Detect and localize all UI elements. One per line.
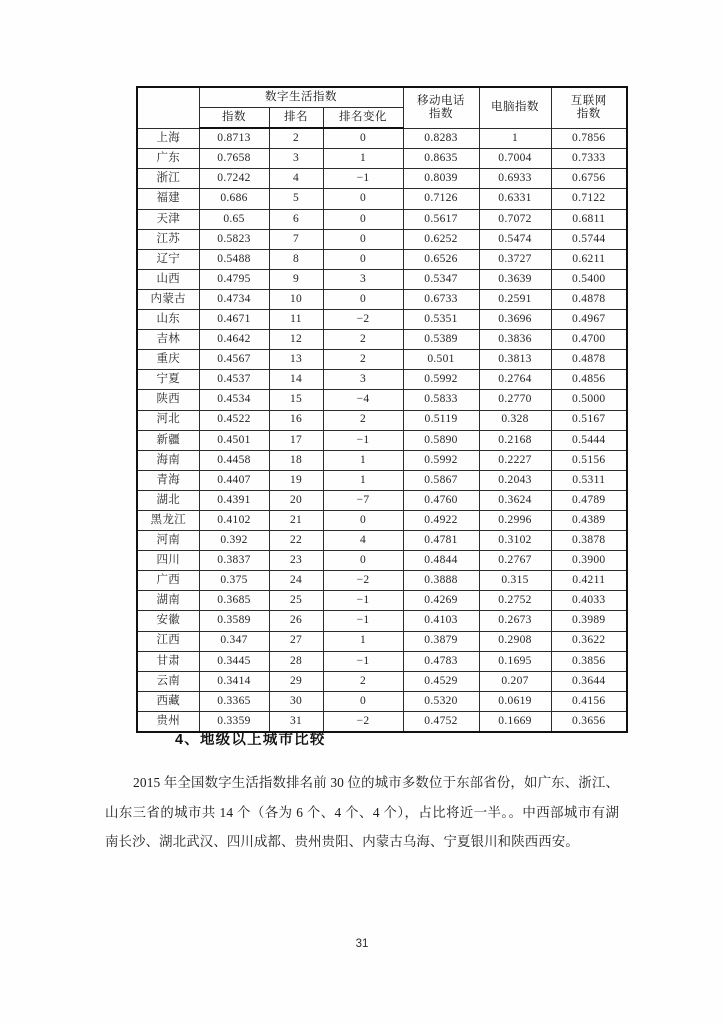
section-heading: 4、地级以上城市比较 <box>175 732 326 748</box>
cell-mobile-index: 0.5867 <box>403 470 479 490</box>
table-row <box>137 410 627 430</box>
header-mobile-phone-index <box>403 87 479 128</box>
cell-rank-change: 1 <box>323 149 403 169</box>
cell-internet-index: 0.6211 <box>551 249 627 269</box>
cell-region: 新疆 <box>137 430 199 450</box>
cell-internet-index: 0.5167 <box>551 410 627 430</box>
cell-computer-index: 0.2767 <box>479 551 551 571</box>
cell-computer-index: 0.2752 <box>479 591 551 611</box>
table-row <box>137 310 627 330</box>
header-internet-index <box>551 87 627 128</box>
cell-region: 青海 <box>137 470 199 490</box>
cell-rank: 21 <box>269 510 323 530</box>
cell-index: 0.686 <box>199 189 269 209</box>
cell-rank: 29 <box>269 671 323 691</box>
cell-computer-index: 0.2908 <box>479 631 551 651</box>
cell-index: 0.3414 <box>199 671 269 691</box>
cell-index: 0.4458 <box>199 450 269 470</box>
table-body <box>137 128 627 732</box>
cell-rank-change: 1 <box>323 631 403 651</box>
cell-internet-index: 0.4389 <box>551 510 627 530</box>
cell-region: 湖北 <box>137 490 199 510</box>
cell-rank-change: 4 <box>323 531 403 551</box>
cell-rank: 25 <box>269 591 323 611</box>
header-rank: 排名 <box>269 108 323 129</box>
cell-rank-change: 0 <box>323 289 403 309</box>
cell-index: 0.7242 <box>199 169 269 189</box>
cell-computer-index: 0.315 <box>479 571 551 591</box>
cell-mobile-index: 0.4269 <box>403 591 479 611</box>
cell-rank-change: 0 <box>323 510 403 530</box>
cell-rank-change: 2 <box>323 410 403 430</box>
cell-index: 0.392 <box>199 531 269 551</box>
cell-rank: 12 <box>269 330 323 350</box>
cell-index: 0.4642 <box>199 330 269 350</box>
cell-computer-index: 0.7004 <box>479 149 551 169</box>
cell-mobile-index: 0.5992 <box>403 370 479 390</box>
table-row <box>137 390 627 410</box>
cell-region: 广西 <box>137 571 199 591</box>
table-row <box>137 450 627 470</box>
cell-rank-change: 0 <box>323 209 403 229</box>
cell-region: 海南 <box>137 450 199 470</box>
cell-rank: 9 <box>269 269 323 289</box>
cell-mobile-index: 0.6733 <box>403 289 479 309</box>
cell-computer-index: 0.5474 <box>479 229 551 249</box>
cell-internet-index: 0.3900 <box>551 551 627 571</box>
cell-mobile-index: 0.5389 <box>403 330 479 350</box>
cell-computer-index: 0.3696 <box>479 310 551 330</box>
cell-internet-index: 0.3989 <box>551 611 627 631</box>
cell-internet-index: 0.3856 <box>551 651 627 671</box>
cell-rank-change: −2 <box>323 571 403 591</box>
cell-rank: 11 <box>269 310 323 330</box>
cell-computer-index: 0.3813 <box>479 350 551 370</box>
cell-region: 辽宁 <box>137 249 199 269</box>
cell-index: 0.4391 <box>199 490 269 510</box>
cell-internet-index: 0.3644 <box>551 671 627 691</box>
table-row <box>137 551 627 571</box>
cell-region: 江西 <box>137 631 199 651</box>
cell-mobile-index: 0.4760 <box>403 490 479 510</box>
cell-region: 河南 <box>137 531 199 551</box>
cell-rank: 23 <box>269 551 323 571</box>
cell-rank-change: −1 <box>323 611 403 631</box>
cell-internet-index: 0.5444 <box>551 430 627 450</box>
cell-index: 0.7658 <box>199 149 269 169</box>
cell-internet-index: 0.6811 <box>551 209 627 229</box>
cell-index: 0.3589 <box>199 611 269 631</box>
cell-rank-change: 3 <box>323 269 403 289</box>
cell-mobile-index: 0.4781 <box>403 531 479 551</box>
cell-rank-change: 0 <box>323 691 403 711</box>
cell-internet-index: 0.7333 <box>551 149 627 169</box>
cell-rank: 10 <box>269 289 323 309</box>
cell-rank: 27 <box>269 631 323 651</box>
cell-rank: 22 <box>269 531 323 551</box>
cell-mobile-index: 0.5320 <box>403 691 479 711</box>
cell-rank-change: 0 <box>323 189 403 209</box>
cell-region: 山东 <box>137 310 199 330</box>
cell-computer-index: 0.2591 <box>479 289 551 309</box>
cell-index: 0.5488 <box>199 249 269 269</box>
cell-rank: 28 <box>269 651 323 671</box>
cell-internet-index: 0.7122 <box>551 189 627 209</box>
cell-internet-index: 0.4856 <box>551 370 627 390</box>
cell-computer-index: 0.1695 <box>479 651 551 671</box>
cell-region: 陕西 <box>137 390 199 410</box>
cell-index: 0.375 <box>199 571 269 591</box>
section-paragraph: 2015 年全国数字生活指数排名前 30 位的城市多数位于东部省份，如广东、浙江、山东三省的城市共 14 个（各为 6 个、4 个、4 个），占比将近一半。。中西部城市有湖南长沙、湖北武汉、四川成都、贵州贵阳、内蒙古乌海、宁夏银川和陕西西安。 <box>105 775 619 849</box>
cell-rank-change: −7 <box>323 490 403 510</box>
cell-rank: 15 <box>269 390 323 410</box>
cell-internet-index: 0.4211 <box>551 571 627 591</box>
table-header <box>137 87 627 128</box>
cell-index: 0.4537 <box>199 370 269 390</box>
cell-computer-index: 0.7072 <box>479 209 551 229</box>
cell-index: 0.4795 <box>199 269 269 289</box>
cell-internet-index: 0.7856 <box>551 128 627 149</box>
cell-region: 广东 <box>137 149 199 169</box>
cell-rank: 6 <box>269 209 323 229</box>
table-row <box>137 430 627 450</box>
cell-computer-index: 0.2043 <box>479 470 551 490</box>
cell-mobile-index: 0.6252 <box>403 229 479 249</box>
cell-region: 河北 <box>137 410 199 430</box>
cell-rank-change: 0 <box>323 128 403 149</box>
cell-computer-index: 1 <box>479 128 551 149</box>
cell-computer-index: 0.2996 <box>479 510 551 530</box>
cell-mobile-index: 0.7126 <box>403 189 479 209</box>
cell-index: 0.5823 <box>199 229 269 249</box>
cell-computer-index: 0.328 <box>479 410 551 430</box>
cell-mobile-index: 0.5992 <box>403 450 479 470</box>
cell-internet-index: 0.5000 <box>551 390 627 410</box>
cell-region: 贵州 <box>137 711 199 732</box>
table-row <box>137 330 627 350</box>
cell-region: 天津 <box>137 209 199 229</box>
cell-rank: 16 <box>269 410 323 430</box>
cell-region: 江苏 <box>137 229 199 249</box>
cell-index: 0.4102 <box>199 510 269 530</box>
cell-computer-index: 0.2764 <box>479 370 551 390</box>
cell-index: 0.4407 <box>199 470 269 490</box>
cell-internet-index: 0.6756 <box>551 169 627 189</box>
cell-region: 西藏 <box>137 691 199 711</box>
cell-rank-change: −2 <box>323 310 403 330</box>
cell-internet-index: 0.4156 <box>551 691 627 711</box>
cell-computer-index: 0.1669 <box>479 711 551 732</box>
cell-internet-index: 0.5400 <box>551 269 627 289</box>
cell-rank: 31 <box>269 711 323 732</box>
cell-index: 0.3359 <box>199 711 269 732</box>
cell-computer-index: 0.3639 <box>479 269 551 289</box>
table-row <box>137 591 627 611</box>
cell-internet-index: 0.5156 <box>551 450 627 470</box>
table-row <box>137 571 627 591</box>
cell-computer-index: 0.3836 <box>479 330 551 350</box>
cell-rank: 3 <box>269 149 323 169</box>
table-row <box>137 651 627 671</box>
cell-index: 0.4522 <box>199 410 269 430</box>
cell-region: 吉林 <box>137 330 199 350</box>
cell-index: 0.8713 <box>199 128 269 149</box>
header-region-blank <box>137 87 199 128</box>
cell-rank-change: 3 <box>323 370 403 390</box>
header-internet-index-line1: 互联网 <box>570 94 607 107</box>
cell-index: 0.4501 <box>199 430 269 450</box>
cell-computer-index: 0.2673 <box>479 611 551 631</box>
cell-mobile-index: 0.8039 <box>403 169 479 189</box>
cell-rank: 20 <box>269 490 323 510</box>
cell-region: 内蒙古 <box>137 289 199 309</box>
cell-mobile-index: 0.4783 <box>403 651 479 671</box>
table-row <box>137 189 627 209</box>
cell-rank: 4 <box>269 169 323 189</box>
cell-rank-change: −1 <box>323 430 403 450</box>
header-mobile-phone-index-line1: 移动电话 <box>417 94 466 107</box>
table-row <box>137 149 627 169</box>
cell-computer-index: 0.3624 <box>479 490 551 510</box>
cell-rank-change: −1 <box>323 651 403 671</box>
cell-rank-change: −2 <box>323 711 403 732</box>
cell-mobile-index: 0.4922 <box>403 510 479 530</box>
cell-index: 0.3837 <box>199 551 269 571</box>
cell-rank: 18 <box>269 450 323 470</box>
cell-index: 0.4671 <box>199 310 269 330</box>
cell-index: 0.347 <box>199 631 269 651</box>
cell-region: 宁夏 <box>137 370 199 390</box>
cell-computer-index: 0.3727 <box>479 249 551 269</box>
cell-rank: 24 <box>269 571 323 591</box>
cell-rank: 17 <box>269 430 323 450</box>
header-internet-index-line2: 指数 <box>576 107 601 120</box>
table-row <box>137 128 627 149</box>
cell-mobile-index: 0.6526 <box>403 249 479 269</box>
cell-region: 浙江 <box>137 169 199 189</box>
header-index: 指数 <box>199 108 269 129</box>
cell-region: 云南 <box>137 671 199 691</box>
table-row <box>137 229 627 249</box>
cell-region: 黑龙江 <box>137 510 199 530</box>
cell-region: 湖南 <box>137 591 199 611</box>
cell-mobile-index: 0.5119 <box>403 410 479 430</box>
cell-mobile-index: 0.3888 <box>403 571 479 591</box>
table-row <box>137 691 627 711</box>
cell-index: 0.4567 <box>199 350 269 370</box>
cell-rank-change: −1 <box>323 169 403 189</box>
cell-internet-index: 0.4878 <box>551 289 627 309</box>
table-row <box>137 470 627 490</box>
cell-internet-index: 0.4967 <box>551 310 627 330</box>
cell-rank-change: 1 <box>323 470 403 490</box>
cell-rank-change: 0 <box>323 249 403 269</box>
cell-rank-change: −4 <box>323 390 403 410</box>
table-row <box>137 169 627 189</box>
table-row <box>137 490 627 510</box>
cell-rank: 14 <box>269 370 323 390</box>
cell-computer-index: 0.0619 <box>479 691 551 711</box>
cell-computer-index: 0.6331 <box>479 189 551 209</box>
table-row <box>137 531 627 551</box>
cell-rank: 7 <box>269 229 323 249</box>
cell-computer-index: 0.6933 <box>479 169 551 189</box>
cell-region: 安徽 <box>137 611 199 631</box>
table-row <box>137 209 627 229</box>
cell-internet-index: 0.5744 <box>551 229 627 249</box>
table-row <box>137 671 627 691</box>
cell-internet-index: 0.4700 <box>551 330 627 350</box>
cell-mobile-index: 0.5351 <box>403 310 479 330</box>
cell-mobile-index: 0.4529 <box>403 671 479 691</box>
cell-rank-change: 0 <box>323 551 403 571</box>
cell-mobile-index: 0.5347 <box>403 269 479 289</box>
cell-rank-change: 1 <box>323 450 403 470</box>
cell-region: 四川 <box>137 551 199 571</box>
table-row <box>137 289 627 309</box>
table-header-group-row <box>137 87 627 108</box>
table-row <box>137 350 627 370</box>
cell-rank-change: 2 <box>323 350 403 370</box>
cell-rank-change: −1 <box>323 591 403 611</box>
cell-internet-index: 0.3656 <box>551 711 627 732</box>
cell-rank-change: 0 <box>323 229 403 249</box>
table-row <box>137 370 627 390</box>
cell-rank: 26 <box>269 611 323 631</box>
cell-index: 0.3365 <box>199 691 269 711</box>
cell-index: 0.4534 <box>199 390 269 410</box>
cell-internet-index: 0.3622 <box>551 631 627 651</box>
table-row <box>137 269 627 289</box>
cell-rank: 19 <box>269 470 323 490</box>
cell-region: 山西 <box>137 269 199 289</box>
cell-computer-index: 0.2227 <box>479 450 551 470</box>
table-row <box>137 611 627 631</box>
cell-region: 甘肃 <box>137 651 199 671</box>
cell-computer-index: 0.2168 <box>479 430 551 450</box>
cell-mobile-index: 0.8283 <box>403 128 479 149</box>
cell-internet-index: 0.4878 <box>551 350 627 370</box>
cell-index: 0.3445 <box>199 651 269 671</box>
cell-mobile-index: 0.5617 <box>403 209 479 229</box>
cell-internet-index: 0.4789 <box>551 490 627 510</box>
cell-computer-index: 0.3102 <box>479 531 551 551</box>
digital-life-index-table <box>136 86 628 733</box>
cell-rank-change: 2 <box>323 671 403 691</box>
cell-rank: 2 <box>269 128 323 149</box>
cell-internet-index: 0.3878 <box>551 531 627 551</box>
cell-mobile-index: 0.3879 <box>403 631 479 651</box>
cell-mobile-index: 0.5833 <box>403 390 479 410</box>
header-rank-change: 排名变化 <box>323 108 403 129</box>
cell-computer-index: 0.2770 <box>479 390 551 410</box>
header-computer-index: 电脑指数 <box>479 87 551 128</box>
cell-index: 0.65 <box>199 209 269 229</box>
cell-rank: 5 <box>269 189 323 209</box>
cell-rank-change: 2 <box>323 330 403 350</box>
cell-region: 福建 <box>137 189 199 209</box>
cell-mobile-index: 0.5890 <box>403 430 479 450</box>
cell-computer-index: 0.207 <box>479 671 551 691</box>
cell-mobile-index: 0.501 <box>403 350 479 370</box>
cell-index: 0.3685 <box>199 591 269 611</box>
cell-mobile-index: 0.4103 <box>403 611 479 631</box>
cell-internet-index: 0.5311 <box>551 470 627 490</box>
header-mobile-phone-index-line2: 指数 <box>429 107 454 120</box>
cell-rank: 8 <box>269 249 323 269</box>
cell-rank: 30 <box>269 691 323 711</box>
cell-mobile-index: 0.4752 <box>403 711 479 732</box>
cell-mobile-index: 0.8635 <box>403 149 479 169</box>
table-row <box>137 249 627 269</box>
cell-region: 重庆 <box>137 350 199 370</box>
table-row <box>137 510 627 530</box>
cell-index: 0.4734 <box>199 289 269 309</box>
cell-rank: 13 <box>269 350 323 370</box>
table-row <box>137 631 627 651</box>
page-number: 31 <box>355 938 369 950</box>
table-container <box>136 86 607 733</box>
cell-region: 上海 <box>137 128 199 149</box>
header-digital-life-index: 数字生活指数 <box>199 87 403 108</box>
cell-mobile-index: 0.4844 <box>403 551 479 571</box>
cell-internet-index: 0.4033 <box>551 591 627 611</box>
